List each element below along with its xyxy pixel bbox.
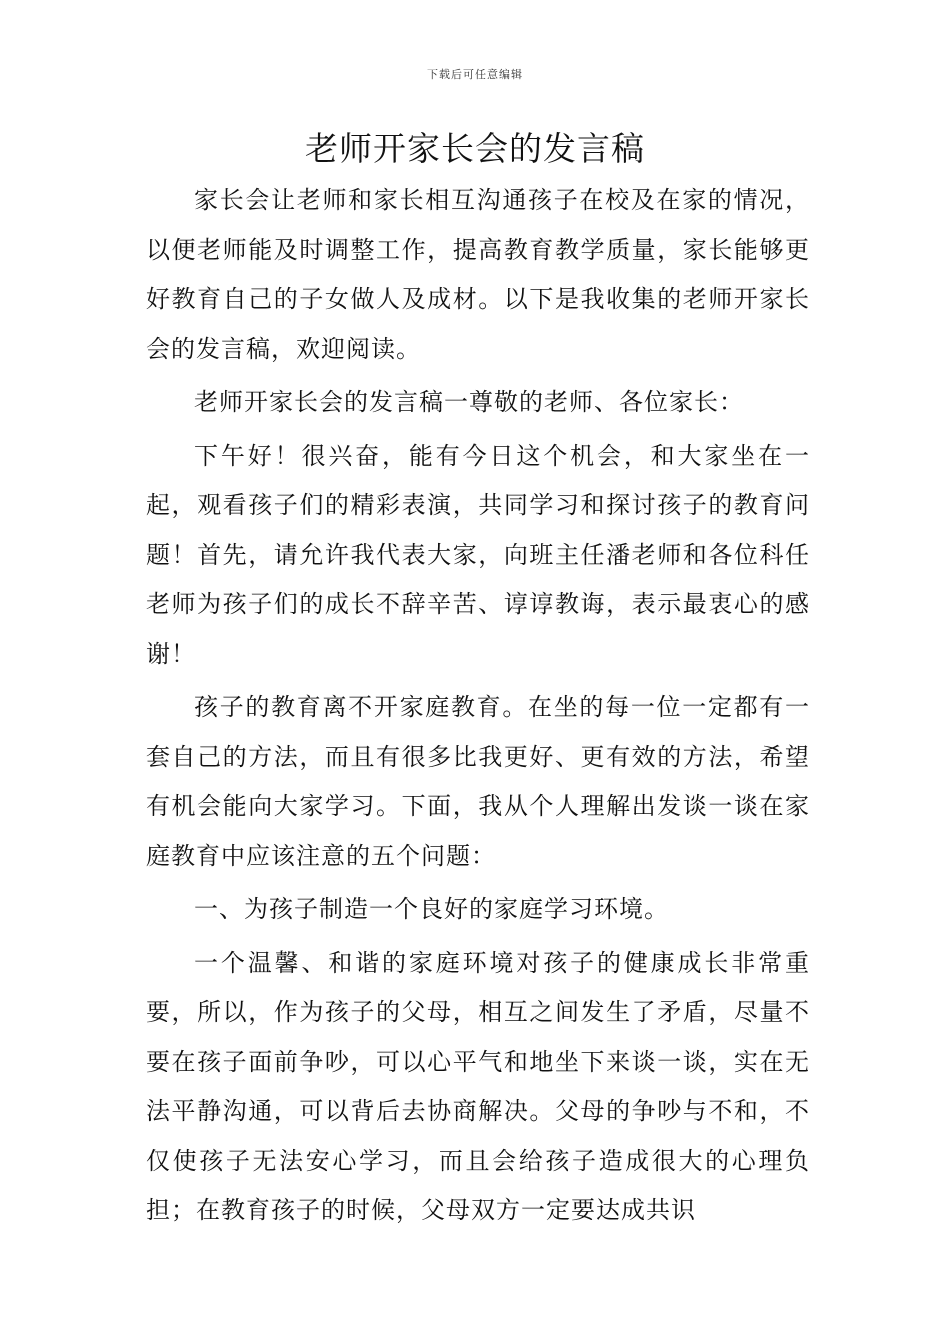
paragraph-speech-heading: 老师开家长会的发言稿一尊敬的老师、各位家长：: [194, 388, 744, 416]
paragraph-section-one-body: 一个温馨、和谐的家庭环境对孩子的健康成长非常重要，所以，作为孩子的父母，相互之间发生了矛盾，尽量不要在孩子面前争吵，可以心平气和地坐下来谈一谈，实在无法平静沟通，可以背后去协商解决。父母的争吵与不和，不仅使孩子无法安心学习，而且会给孩子造成很大的心理负担；在教育孩子的时候，父母双方一定要达成共识: [146, 948, 810, 1224]
header-note: 下载后可任意编辑: [427, 68, 523, 81]
document-body: [146, 176, 810, 1236]
paragraph-family-education: 孩子的教育离不开家庭教育。在坐的每一位一定都有一套自己的方法，而且有很多比我更好、更有效的方法，希望有机会能向大家学习。下面，我从个人理解出发谈一谈在家庭教育中应该注意的五个问题：: [146, 693, 810, 870]
paragraph-section-one-heading: 一、为孩子制造一个良好的家庭学习环境。: [194, 895, 669, 923]
paragraph-intro: 家长会让老师和家长相互沟通孩子在校及在家的情况，以便老师能及时调整工作，提高教育教学质量，家长能够更好教育自己的子女做人及成材。以下是我收集的老师开家长会的发言稿，欢迎阅读。: [146, 186, 810, 363]
document-title: 老师开家长会的发言稿: [305, 129, 645, 168]
paragraph-greeting: 下午好！很兴奋，能有今日这个机会，和大家坐在一起，观看孩子们的精彩表演，共同学习和探讨孩子的教育问题！首先，请允许我代表大家，向班主任潘老师和各位科任老师为孩子们的成长不辞辛苦、谆谆教诲，表示最衷心的感谢！: [146, 441, 810, 668]
